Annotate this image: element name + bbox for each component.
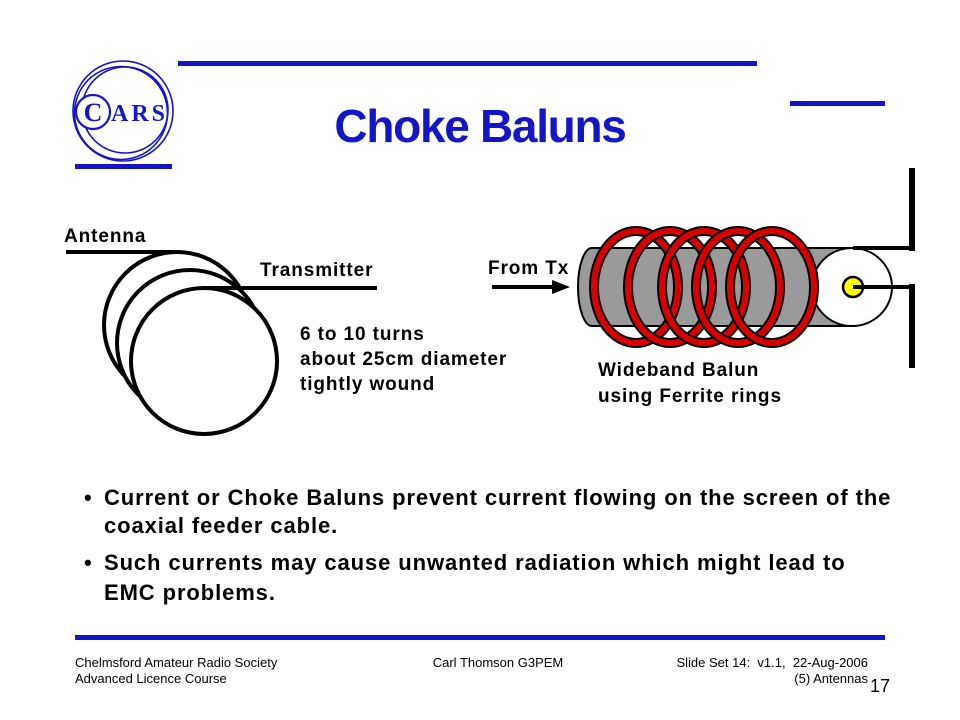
balun-caption-line: using Ferrite rings [598, 386, 782, 407]
bullet-symbol: • [84, 550, 93, 575]
coil-note-line: tightly wound [300, 374, 436, 395]
antenna-label: Antenna [64, 226, 147, 247]
page-number: 17 [869, 676, 890, 696]
bullet-item [84, 485, 891, 538]
bullet-line: EMC problems. [104, 580, 276, 605]
footer-slide-set: Slide Set 14: v1.1, 22-Aug-2006 [676, 655, 868, 670]
bullet-item [84, 550, 846, 605]
bullet-line: Such currents may cause unwanted radiation which might lead to [104, 550, 846, 575]
right-short-rule [790, 101, 885, 106]
bullet-line: Current or Choke Baluns prevent current flowing on the screen of the [104, 485, 892, 510]
footer-org: Chelmsford Amateur Radio Society [75, 655, 278, 670]
coil-turn [131, 288, 277, 434]
cars-logo [73, 61, 173, 161]
footer [75, 655, 890, 696]
coil-note-line: about 25cm diameter [300, 349, 508, 370]
bullet-symbol: • [84, 485, 93, 510]
logo-circled-letter: C [83, 98, 103, 127]
footer-author: Carl Thomson G3PEM [432, 655, 564, 670]
footer-course: Advanced Licence Course [75, 671, 227, 686]
from-tx-label: From Tx [488, 258, 570, 279]
page-title: Choke Baluns [334, 100, 626, 152]
feed-arrowhead [552, 280, 570, 294]
bullet-line: coaxial feeder cable. [104, 513, 339, 538]
bottom-rule [75, 635, 885, 640]
footer-section: (5) Antennas [794, 671, 868, 686]
transmitter-label: Transmitter [260, 260, 374, 281]
logo-letters: ARS [111, 101, 169, 127]
left-short-rule [75, 164, 172, 169]
coil-note-line: 6 to 10 turns [300, 324, 425, 345]
top-rule [178, 61, 757, 66]
balun-caption-line: Wideband Balun [598, 360, 760, 381]
